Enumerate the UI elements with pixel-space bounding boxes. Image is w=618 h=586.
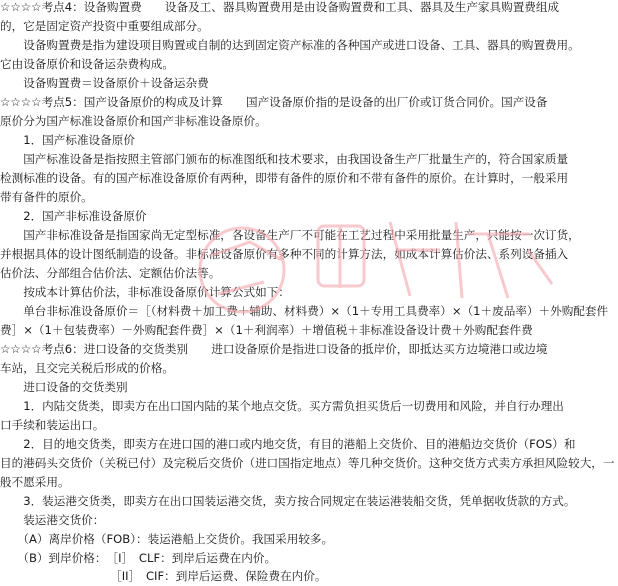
- text-line: 检测标准的设备。有的国产标准设备原价有两种，即带有备件的原价和不带有备件的原价。在计算时，一般采用: [0, 171, 569, 185]
- text-line: （B）到岸价格： ［I］ CLF：到岸后运费在内价。: [0, 551, 277, 565]
- text-line: ☆☆☆☆考点4：设备购置费 设备及工、器具购置费用是由设备购置费和工具、器具及生产家具购置费组成: [0, 0, 560, 14]
- text-line: 2．目的地交货类，即卖方在进口国的港口或内地交货，有目的港船上交货价、目的港船边交货价（FOS）和: [0, 437, 576, 451]
- text-line: 单台非标准设备原价＝［（材料费＋加工费＋辅助、材料费）×（1＋专用工具费率）×（1＋废品率）＋外购配套件: [0, 304, 609, 318]
- text-line: 口手续和装运出口。: [0, 418, 105, 432]
- text-line: 带有备件的原价。: [0, 190, 93, 204]
- text-line: 2．国产非标准设备原价: [0, 209, 147, 223]
- text-line: 目的港码头交货价（关税已付）及完税后交货价（进口国指定地点）等几种交货价。这种交货方式卖方承担风险较大，一: [0, 456, 615, 470]
- text-line: 原价分为国产标准设备原价和国产非标准设备原价。: [0, 114, 267, 128]
- text-line: 设备购置费＝设备原价＋设备运杂费: [0, 76, 209, 90]
- text-line: ［II］ CIF：到岸后运费、保险费在内价。: [0, 569, 327, 583]
- text-line: 并根据具体的设计图纸制造的设备。非标准设备原价有多种不同的计算方法，如成本计算估价法、系列设备插入: [0, 247, 569, 261]
- text-line: 设备购置费是指为建设项目购置或自制的达到固定资产标准的各种国产或进口设备、工具、器具的购置费用。: [0, 38, 580, 52]
- text-line: 3．装运港交货类，即卖方在出口国装运港交货，卖方按合同规定在装运港装船交货，凭单据收货款的方式。: [0, 494, 576, 508]
- text-line: 的，它是固定资产投资中重要组成部分。: [0, 19, 209, 33]
- text-line: 1．内陆交货类，即卖方在出口国内陆的某个地点交货。买方需负担买货后一切费用和风险，并自行办理出: [0, 399, 564, 413]
- text-line: 1．国产标准设备原价: [0, 133, 135, 147]
- text-line: ☆☆☆☆考点6：进口设备的交货类别 进口设备原价是指进口设备的抵岸价，即抵达买方边境港口或边境: [0, 342, 548, 356]
- text-line: 按成本计算估价法，非标准设备原价计算公式如下：: [0, 285, 290, 299]
- text-line: 般不愿采用。: [0, 475, 70, 489]
- text-line: 装运港交货价：: [0, 513, 105, 527]
- text-line: 它由设备原价和设备运杂费构成。: [0, 57, 174, 71]
- text-line: ☆☆☆☆考点5：国产设备原价的构成及计算 国产设备原价指的是设备的出厂价或订货合同价。国产设备: [0, 95, 548, 109]
- text-line: 估价法、分部组合估价法、定额估价法等。: [0, 266, 221, 280]
- text-line: 费］×（1＋包装费率）－外购配套件费］×（1＋利润率）＋增值税＋非标准设备设计费＋外购配套件费: [0, 323, 533, 337]
- text-line: 国产非标准设备是指国家尚无定型标准，各设备生产厂不可能在工艺过程中采用批量生产，只能按一次订货，: [0, 228, 580, 242]
- text-line: 进口设备的交货类别: [0, 380, 128, 394]
- text-line: 车站，且交完关税后形成的价格。: [0, 361, 174, 375]
- text-line: （A）离岸价格（FOB）：装运港船上交货价。我国采用较多。: [0, 532, 334, 546]
- text-line: 国产标准设备是指按照主管部门颁布的标准图纸和技术要求，由我国设备生产厂批量生产的，符合国家质量: [0, 152, 569, 166]
